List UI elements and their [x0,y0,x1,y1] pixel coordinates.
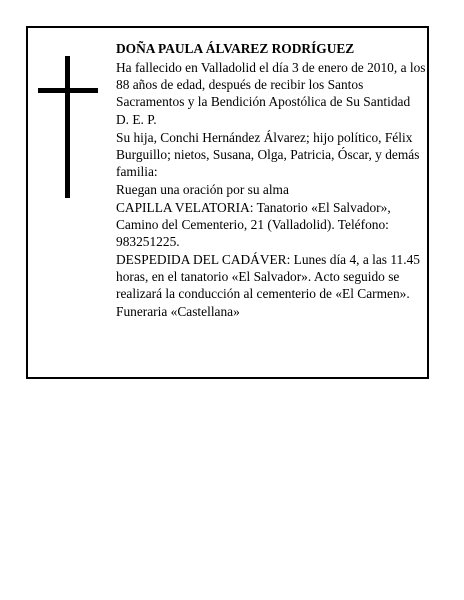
cross-vertical-bar [65,56,70,198]
obituary-notice [26,26,429,379]
deceased-name: DOÑA PAULA ÁLVAREZ RODRÍGUEZ [116,41,355,56]
farewell-info: DESPEDIDA DEL CADÁVER: Lunes día 4, a las 11.45 horas, en el tanatorio «El Salvador». Acto seguido se realizará la conducción al cementerio de «El Carmen». [116,252,420,301]
prayer-request: Ruegan una oración por su alma [116,182,289,197]
cross-horizontal-bar [38,88,98,93]
funeral-home: Funeraria «Castellana» [116,304,240,319]
rip-line: D. E. P. [116,112,157,127]
death-announcement: Ha fallecido en Valladolid el día 3 de enero de 2010, a los 88 años de edad, después de recibir los Santos Sacramentos y la Bendición Apostólica de Su Santidad [116,60,426,109]
cross-icon [38,56,98,198]
notice-text [116,40,428,321]
family-list: Su hija, Conchi Hernández Álvarez; hijo político, Félix Burguillo; nietos, Susana, Olga, Patricia, Óscar, y demás familia: [116,130,420,179]
wake-chapel-info: CAPILLA VELATORIA: Tanatorio «El Salvador», Camino del Cementerio, 21 (Valladolid). Teléfono: 983251225. [116,200,391,249]
